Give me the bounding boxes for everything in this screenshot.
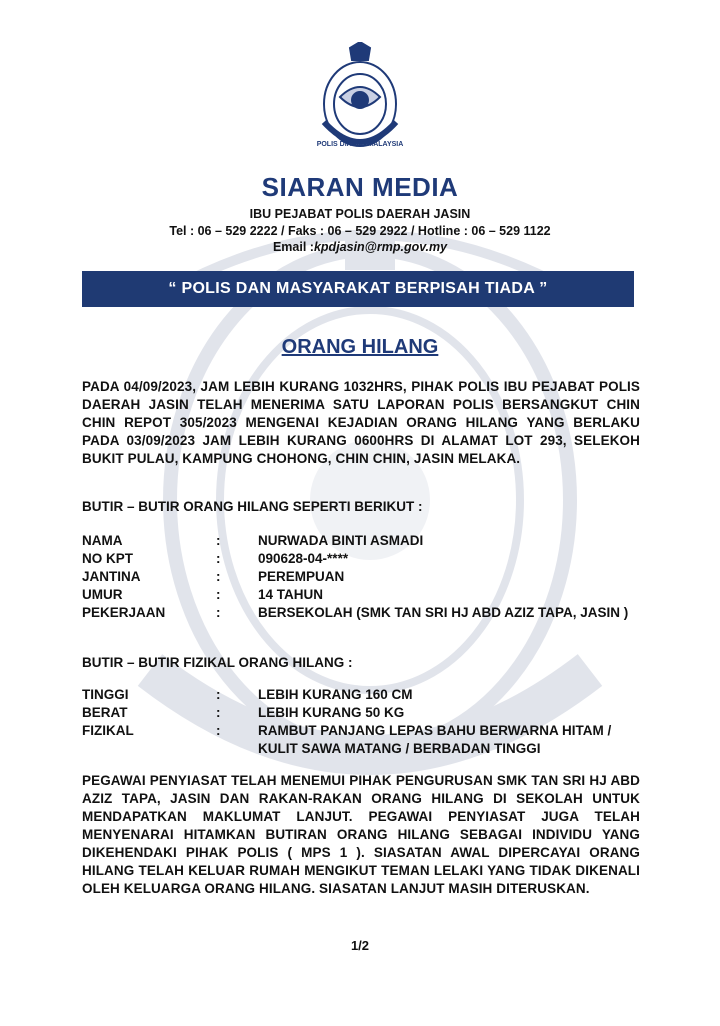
details-list bbox=[82, 532, 642, 622]
page-number: 1/2 bbox=[350, 938, 370, 953]
detail-row bbox=[82, 532, 642, 550]
detail-label: PEKERJAAN bbox=[82, 605, 166, 620]
motto-text: “ POLIS DAN MASYARAKAT BERPISAH TIADA ” bbox=[168, 280, 548, 297]
logo-text: POLIS DIRAJA MALAYSIA bbox=[316, 141, 404, 148]
physical-row bbox=[82, 704, 642, 722]
detail-label: NAMA bbox=[82, 533, 123, 548]
physical-value: LEBIH KURANG 50 KG bbox=[258, 705, 405, 720]
polis-diraja-malaysia-logo bbox=[310, 42, 410, 162]
colon: : bbox=[216, 533, 221, 548]
physical-value: RAMBUT PANJANG LEPAS BAHU BERWARNA HITAM / KULIT SAWA MATANG / BERBADAN TINGGI bbox=[258, 723, 612, 756]
email-line bbox=[0, 240, 720, 254]
physical-heading: BUTIR – BUTIR FIZIKAL ORANG HILANG : bbox=[82, 655, 353, 670]
contact-line: Tel : 06 – 529 2222 / Faks : 06 – 529 2922 / Hotline : 06 – 529 1122 bbox=[169, 224, 551, 238]
physical-label: BERAT bbox=[82, 705, 128, 720]
detail-value: BERSEKOLAH (SMK TAN SRI HJ ABD AZIZ TAPA, JASIN ) bbox=[258, 605, 629, 620]
colon: : bbox=[216, 605, 221, 620]
colon: : bbox=[216, 569, 221, 584]
motto-banner bbox=[82, 271, 634, 307]
detail-value: PEREMPUAN bbox=[258, 569, 345, 584]
detail-label: NO KPT bbox=[82, 551, 134, 566]
page-title: SIARAN MEDIA bbox=[261, 172, 459, 202]
detail-row bbox=[82, 550, 642, 568]
physical-list bbox=[82, 686, 642, 758]
details-heading: BUTIR – BUTIR ORANG HILANG SEPERTI BERIKUT : bbox=[82, 499, 423, 514]
physical-row bbox=[82, 722, 642, 758]
colon: : bbox=[216, 705, 221, 720]
colon: : bbox=[216, 587, 221, 602]
section-title: ORANG HILANG bbox=[281, 336, 439, 358]
office-name: IBU PEJABAT POLIS DAERAH JASIN bbox=[249, 207, 471, 221]
physical-row bbox=[82, 686, 642, 704]
detail-row bbox=[82, 604, 642, 622]
intro-paragraph: PADA 04/09/2023, JAM LEBIH KURANG 1032HRS, PIHAK POLIS IBU PEJABAT POLIS DAERAH JASIN TELAH MENERIMA SATU LAPORAN POLIS BERSANGKUT CHIN CHIN REPOT 305/2023 MENGENAI KEJADIAN ORANG HILANG YANG BERLAKU PADA 03/09/2023 JAM LEBIH KURANG 0600HRS DI ALAMAT LOT 293, SELEKOH BUKIT PULAU, KAMPUNG CHOHONG, CHIN CHIN, JASIN MELAKA. bbox=[82, 379, 640, 466]
email-address[interactable]: kpdjasin@rmp.gov.my bbox=[313, 240, 448, 254]
detail-row bbox=[82, 586, 642, 604]
physical-label: FIZIKAL bbox=[82, 723, 134, 738]
detail-value: 14 TAHUN bbox=[258, 587, 324, 602]
colon: : bbox=[216, 723, 221, 738]
email-label: Email : bbox=[272, 240, 314, 254]
physical-label: TINGGI bbox=[82, 687, 129, 702]
detail-row bbox=[82, 568, 642, 586]
detail-label: UMUR bbox=[82, 587, 123, 602]
detail-value: NURWADA BINTI ASMADI bbox=[258, 533, 424, 548]
physical-value: LEBIH KURANG 160 CM bbox=[258, 687, 413, 702]
colon: : bbox=[216, 687, 221, 702]
detail-value: 090628-04-**** bbox=[258, 551, 349, 566]
colon: : bbox=[216, 551, 221, 566]
closing-paragraph: PEGAWAI PENYIASAT TELAH MENEMUI PIHAK PENGURUSAN SMK TAN SRI HJ ABD AZIZ TAPA, JASIN DAN RAKAN-RAKAN ORANG HILANG DI SEKOLAH UNTUK MENDAPATKAN MAKLUMAT LANJUT. PEGAWAI PENYIASAT JUGA TELAH MENYENARAI HITAMKAN BUTIRAN ORANG HILANG SEBAGAI INDIVIDU YANG DIKEHENDAKI PIHAK POLIS ( MPS 1 ). SIASATAN AWAL DIPERCAYAI ORANG HILANG TELAH KELUAR RUMAH MENGIKUT TEMAN LELAKI YANG TIDAK DIKENALI OLEH KELUARGA ORANG HILANG. SIASATAN LANJUT MASIH DITERUSKAN. bbox=[82, 773, 640, 896]
detail-label: JANTINA bbox=[82, 569, 141, 584]
